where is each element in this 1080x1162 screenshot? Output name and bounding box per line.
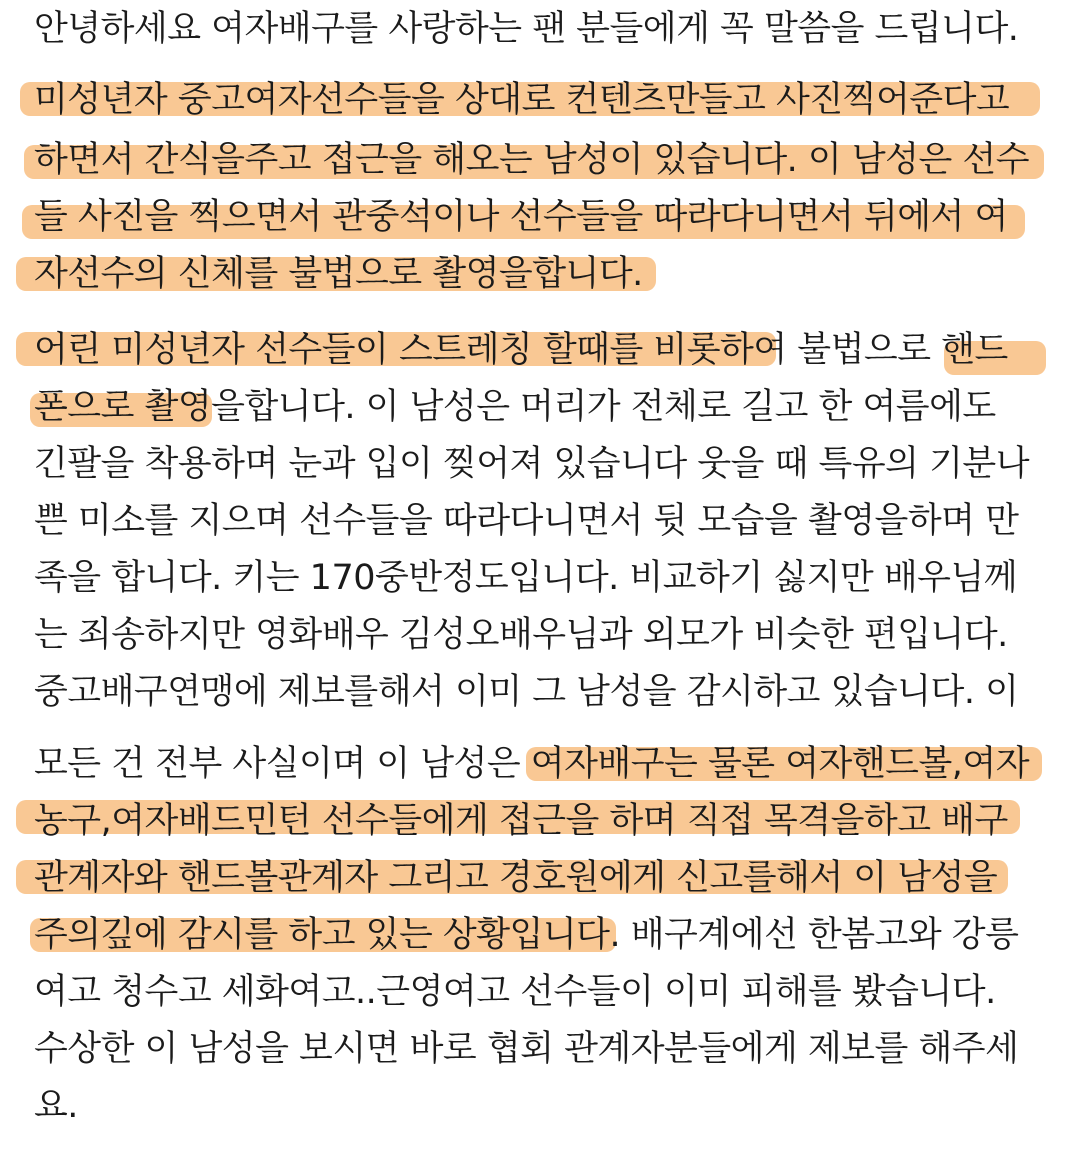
- text-line: 중고배구연맹에 제보를해서 이미 그 남성을 감시하고 있습니다. 이: [34, 672, 1019, 712]
- text-line: 관계자와 핸드볼관계자 그리고 경호원에게 신고를해서 이 남성을: [34, 858, 998, 898]
- text-line: 하면서 간식을주고 접근을 해오는 남성이 있습니다. 이 남성은 선수: [34, 140, 1030, 180]
- text-line: 요.: [34, 1086, 78, 1126]
- text-line: 모든 건 전부 사실이며 이 남성은 여자배구는 물론 여자핸드볼,여자: [34, 744, 1030, 784]
- text-line: 쁜 미소를 지으며 선수들을 따라다니면서 뒷 모습을 촬영을하며 만: [34, 501, 1019, 541]
- text-line: 폰으로 촬영을합니다. 이 남성은 머리가 전체로 길고 한 여름에도: [34, 387, 996, 427]
- text-line: 어린 미성년자 선수들이 스트레칭 할때를 비롯하여 불법으로 핸드: [34, 330, 1008, 370]
- text-line: 는 죄송하지만 영화배우 김성오배우님과 외모가 비슷한 편입니다.: [34, 615, 1008, 655]
- text-line: 주의깊에 감시를 하고 있는 상황입니다. 배구계에선 한봄고와 강릉: [34, 915, 1019, 955]
- text-line: 족을 합니다. 키는 170중반정도입니다. 비교하기 싫지만 배우님께: [34, 558, 1018, 598]
- text-line: 들 사진을 찍으면서 관중석이나 선수들을 따라다니면서 뒤에서 여: [34, 197, 1008, 237]
- text-line: 여고 청수고 세화여고..근영여고 선수들이 이미 피해를 봤습니다.: [34, 972, 996, 1012]
- text-line: 미성년자 중고여자선수들을 상대로 컨텐츠만들고 사진찍어준다고: [34, 80, 1010, 120]
- text-line: 자선수의 신체를 불법으로 촬영을합니다.: [34, 254, 643, 294]
- text-line: 수상한 이 남성을 보시면 바로 협회 관계자분들에게 제보를 해주세: [34, 1029, 1019, 1069]
- text-line: 긴팔을 착용하며 눈과 입이 찢어져 있습니다 웃을 때 특유의 기분나: [34, 444, 1030, 484]
- text-line: 농구,여자배드민턴 선수들에게 접근을 하며 직접 목격을하고 배구: [34, 801, 1008, 841]
- text-line: 안녕하세요 여자배구를 사랑하는 팬 분들에게 꼭 말씀을 드립니다.: [34, 9, 1019, 49]
